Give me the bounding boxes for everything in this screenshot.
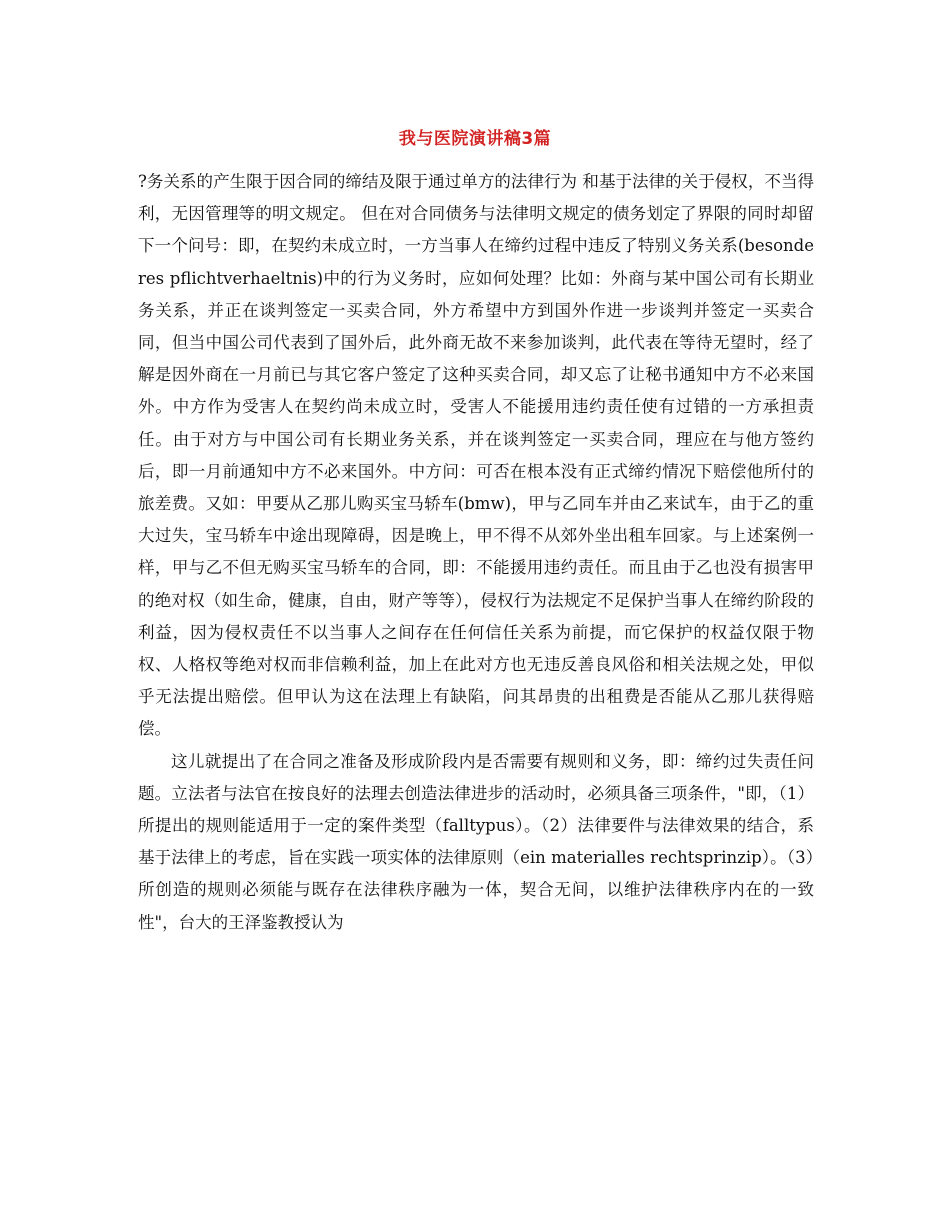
document-title: 我与医院演讲稿3篇 bbox=[398, 129, 552, 149]
document-body bbox=[138, 166, 814, 939]
body-paragraph-2: 这儿就提出了在合同之准备及形成阶段内是否需要有规则和义务，即：缔约过失责任问题。立法者与法官在按良好的法理去创造法律进步的活动时，必须具备三项条件，"即，（1）所提出的规则能适用于一定的案件类型（falltypus）。（2）法律要件与法律效果的结合，系基于法律上的考虑，旨在实践一项实体的法律原则（ein materialles rechtsprinzip）。（3）所创造的规则必须能与既存在法律秩序融为一体，契合无间，以维护法律秩序内在的一致性"，台大的王泽鉴教授认为 bbox=[138, 751, 814, 932]
body-paragraph-1: ?务关系的产生限于因合同的缔结及限于通过单方的法律行为 和基于法律的关于侵权，不当得利，无因管理等的明文规定。 但在对合同债务与法律明文规定的债务划定了界限的同时却留下一个问号：即，在契约未成立时，一方当事人在缔约过程中违反了特别义务关系(besonderes pflichtverhaeltnis)中的行为义务时，应如何处理？比如：外商与某中国公司有长期业务关系，并正在谈判签定一买卖合同，外方希望中方到国外作进一步谈判并签定一买卖合同，但当中国公司代表到了国外后，此外商无故不来参加谈判，此代表在等待无望时，经了解是因外商在一月前已与其它客户签定了这种买卖合同，却又忘了让秘书通知中方不必来国外。中方作为受害人在契约尚未成立时，受害人不能援用违约责任使有过错的一方承担责任。由于对方与中国公司有长期业务关系，并在谈判签定一买卖合同，理应在与他方签约后，即一月前通知中方不必来国外。中方问：可否在根本没有正式缔约情况下赔偿他所付的旅差费。又如：甲要从乙那儿购买宝马轿车(bmw)，甲与乙同车并由乙来试车，由于乙的重大过失，宝马轿车中途出现障碍，因是晚上，甲不得不从郊外坐出租车回家。与上述案例一样，甲与乙不但无购买宝马轿车的合同，即：不能援用违约责任。而且由于乙也没有损害甲的绝对权（如生命，健康，自由，财产等等），侵权行为法规定不足保护当事人在缔约阶段的利益，因为侵权责任不以当事人之间存在任何信任关系为前提，而它保护的权益仅限于物权、人格权等绝对权而非信赖利益，加上在此对方也无违反善良风俗和相关法规之处，甲似乎无法提出赔偿。但甲认为这在法理上有缺陷，问其昂贵的出租费是否能从乙那儿获得赔偿。 bbox=[138, 172, 814, 739]
